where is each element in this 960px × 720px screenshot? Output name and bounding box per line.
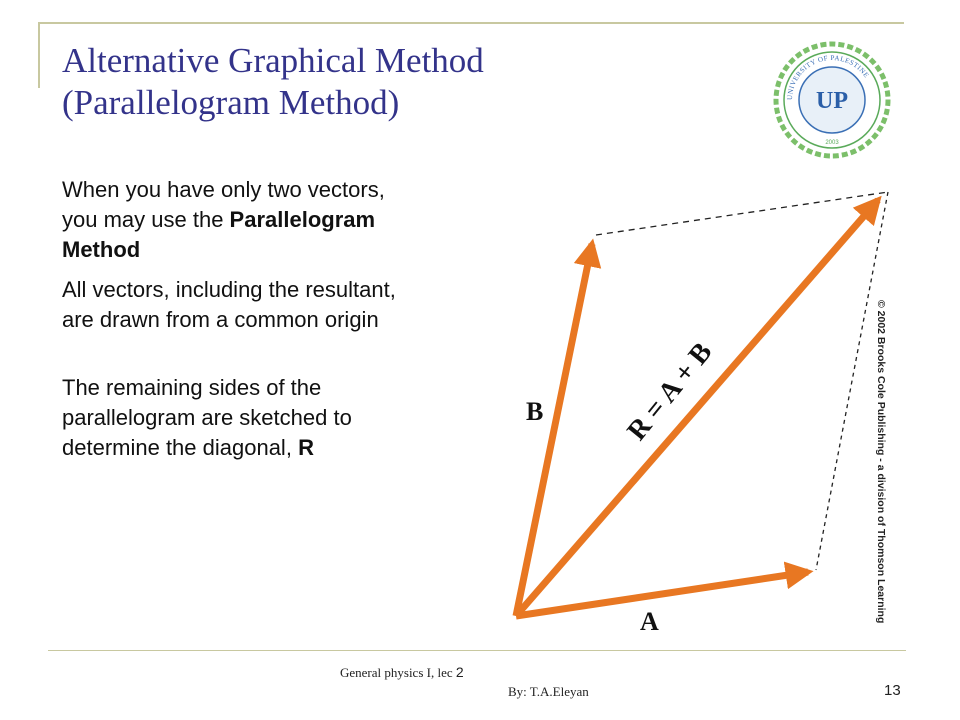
footer-divider	[48, 650, 906, 651]
copyright-note: © 2002 Brooks Cole Publishing - a division of Thomson Learning	[875, 300, 887, 624]
title-line-1: Alternative Graphical Method	[62, 41, 484, 80]
footer-course: General physics I, lec 2	[340, 664, 464, 680]
vector-b-arrow	[516, 244, 592, 616]
slide-frame-left	[38, 22, 40, 88]
slide-frame-top	[38, 22, 904, 24]
parallelogram-method-term: Parallelogram Method	[62, 207, 376, 262]
label-a: A	[640, 607, 659, 636]
footer-lecture-number: 2	[455, 664, 464, 680]
parallelogram-diagram	[480, 180, 890, 645]
paragraph-two-vectors: When you have only two vectors, you may use the Parallelogram Method	[62, 177, 385, 262]
title-line-2: (Parallelogram Method)	[62, 83, 400, 122]
dashed-side-top	[596, 192, 888, 235]
vector-r-arrow	[516, 200, 878, 616]
resultant-term: R	[298, 435, 314, 460]
footer-author: By: T.A.Eleyan	[508, 684, 589, 699]
paragraph-remaining-sides: The remaining sides of the parallelogram are sketched to determine the diagonal, R	[62, 375, 352, 460]
university-logo	[772, 40, 892, 160]
page-number: 13	[884, 682, 901, 699]
label-resultant: R = A + B	[621, 336, 719, 447]
label-b: B	[526, 397, 544, 426]
paragraph-common-origin: All vectors, including the resultant, are drawn from a common origin	[62, 277, 396, 332]
logo-year: 2003	[825, 140, 839, 146]
logo-ring-text: UNIVERSITY OF PALESTINE	[785, 53, 871, 101]
slide-title	[62, 40, 722, 124]
vector-a-arrow	[516, 572, 808, 616]
slide-body	[62, 175, 422, 473]
logo-text: UP	[816, 88, 848, 114]
